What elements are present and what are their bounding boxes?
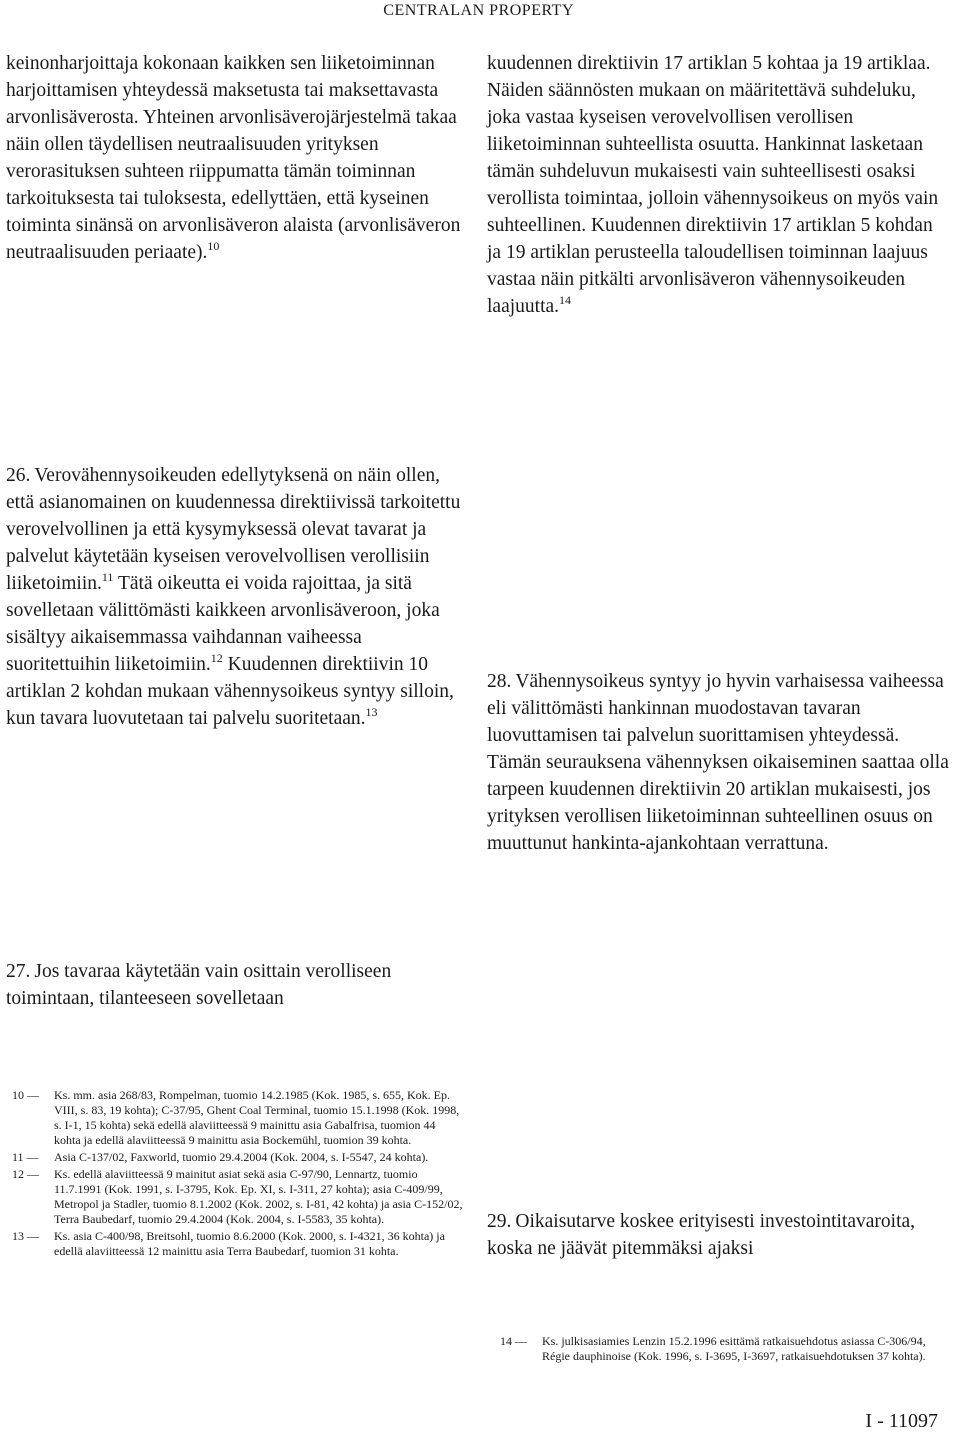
footnote-ref: 10 <box>207 239 220 253</box>
footnote-text: Ks. edellä alaviitteessä 9 mainitut asiat sekä asia C-97/90, Lennartz, tuomio 11.7.1991 (Kok. 1991, s. I-3795, Kok. Ep. XI, s. I-311, 27 kohta); asia C-409/99, Metropol ja Stadler, tuomio 8.1.2002 (Kok. 2002, s. I-81, 42 kohta) ja asia C-152/02, Terra Baubedarf, tuomio 29.4.2004 (Kok. 2004, s. I-5583, 35 kohta). <box>54 1167 463 1226</box>
footnote-text: Ks. mm. asia 268/83, Rompelman, tuomio 14.2.1985 (Kok. 1985, s. 655, Kok. Ep. VIII, s. 83, 19 kohta); C-37/95, Ghent Coal Terminal, tuomio 15.1.1998 (Kok. 1998, s. I-1, 15 kohta) sekä edellä alaviitteessä 9 mainittu asia Gabalfrisa, tuomion 44 kohta ja edellä alaviitteessä 9 mainittu asia Bockemühl, tuomion 39 kohta. <box>54 1088 460 1147</box>
footnote-number: 14 — <box>500 1334 527 1348</box>
paragraph-text: kuudennen direktiivin 17 artiklan 5 kohtaa ja 19 artiklaa. Näiden säännösten mukaan on määritettävä suhdeluku, joka vastaa kyseisen verovelvollisen verollisen liiketoiminnan suhteellista osuutta. Hankinnat lasketaan tämän suhdeluvun mukaisesti vain suhteellisesti osaksi verollista toimintaa, jolloin vähennysoikeus on myös vain suhteellinen. Kuudennen direktiivin 17 artiklan 5 kohdan ja 19 artiklan perusteella taloudellisen toiminnan laajuus vastaa näin pitkälti arvonlisäveron vähennysoikeuden laajuutta. <box>487 53 939 317</box>
footnote <box>500 1334 952 1364</box>
paragraph-26 <box>6 462 462 732</box>
footnote-number: 13 — <box>12 1229 39 1243</box>
paragraph-text: Tätä oikeutta ei voida rajoittaa, ja sitä sovelletaan välittömästi kaikkeen arvonlisäveroon, joka sisältyy aikaisemmassa vaihdannan vaiheessa suoritettuihin liiketoimiin. <box>6 573 440 675</box>
paragraph-29 <box>487 1208 949 1262</box>
paragraph-number: 29. <box>487 1211 512 1232</box>
running-header: CENTRALAN PROPERTY <box>383 2 574 19</box>
footnote-number: 10 — <box>12 1088 39 1102</box>
footnote <box>12 1088 464 1148</box>
footnote <box>12 1150 464 1165</box>
footnote-number: 11 — <box>12 1150 39 1164</box>
paragraph-number: 28. <box>487 671 512 692</box>
footnotes-left <box>12 1088 464 1261</box>
paragraph-27 <box>6 958 462 1012</box>
footnote-text: Ks. julkisasiamies Lenzin 15.2.1996 esittämä ratkaisuehdotus asiassa C-306/94, Régie dauphinoise (Kok. 1996, s. I-3695, I-3697, ratkaisuehdotuksen 37 kohta). <box>542 1334 926 1363</box>
footnote-ref: 14 <box>559 293 572 307</box>
footnote-ref: 11 <box>101 570 114 584</box>
right-paragraph-continuation <box>487 50 949 320</box>
footnote-text: Ks. asia C-400/98, Breitsohl, tuomio 8.6.2000 (Kok. 2000, s. I-4321, 36 kohta) ja edellä alaviitteessä 12 mainittu asia Terra Baubedarf, tuomion 31 kohta. <box>54 1229 445 1258</box>
footnote <box>12 1167 464 1227</box>
page-number: I - 11097 <box>865 1410 938 1432</box>
footnotes-right <box>500 1334 952 1366</box>
footnote-text: Asia C-137/02, Faxworld, tuomio 29.4.2004 (Kok. 2004, s. I-5547, 24 kohta). <box>54 1150 429 1164</box>
paragraph-text: Kuudennen direktiivin 10 artiklan 2 kohdan mukaan vähennysoikeus syntyy silloin, kun tavara luovutetaan tai palvelu suoritetaan. <box>6 654 454 729</box>
footnote-ref: 13 <box>365 705 378 719</box>
paragraph-number: 27. <box>6 961 31 982</box>
paragraph-text: Oikaisutarve koskee erityisesti investointitavaroita, koska ne jäävät pitemmäksi ajaksi <box>487 1211 916 1259</box>
footnote-ref: 12 <box>210 651 223 665</box>
paragraph-text: Vähennysoikeus syntyy jo hyvin varhaisessa vaiheessa eli välittömästi hankinnan muodostavan tavaran luovuttamisen tai palvelun suorittamisen yhteydessä. Tämän seurauksena vähennyksen oikaiseminen saattaa olla tarpeen kuudennen direktiivin 20 artiklan mukaisesti, jos yrityksen verollisen liiketoiminnan suhteellinen osuus on muuttunut hankinta-ajankohtaan verrattuna. <box>487 671 949 854</box>
paragraph-text: keinonharjoittaja kokonaan kaikken sen liiketoiminnan harjoittamisen yhteydessä maksetusta tai maksettavasta arvonlisäverosta. Yhteinen arvonlisäverojärjestelmä takaa näin ollen täydellisen neutraalisuuden yrityksen verorasituksen suhteen riippumatta tämän toiminnan tarkoituksesta tai tuloksesta, edellyttäen, että kyseinen toiminta sinänsä on arvonlisäveron alaista (arvonlisäveron neutraalisuuden periaate). <box>6 53 461 263</box>
footnote <box>12 1229 464 1259</box>
left-paragraph-continuation <box>6 50 462 266</box>
paragraph-text: Jos tavaraa käytetään vain osittain verolliseen toimintaan, tilanteeseen sovelletaan <box>6 961 392 1009</box>
footnote-number: 12 — <box>12 1167 39 1181</box>
paragraph-number: 26. <box>6 465 31 486</box>
paragraph-28 <box>487 668 949 857</box>
paragraph-text: Verovähennysoikeuden edellytyksenä on näin ollen, että asianomainen on kuudennessa direktiivissä tarkoitettu verovelvollinen ja että kysymyksessä olevat tavarat ja palvelut käytetään kyseisen verovelvollisen verollisiin liiketoimiin. <box>6 465 461 594</box>
